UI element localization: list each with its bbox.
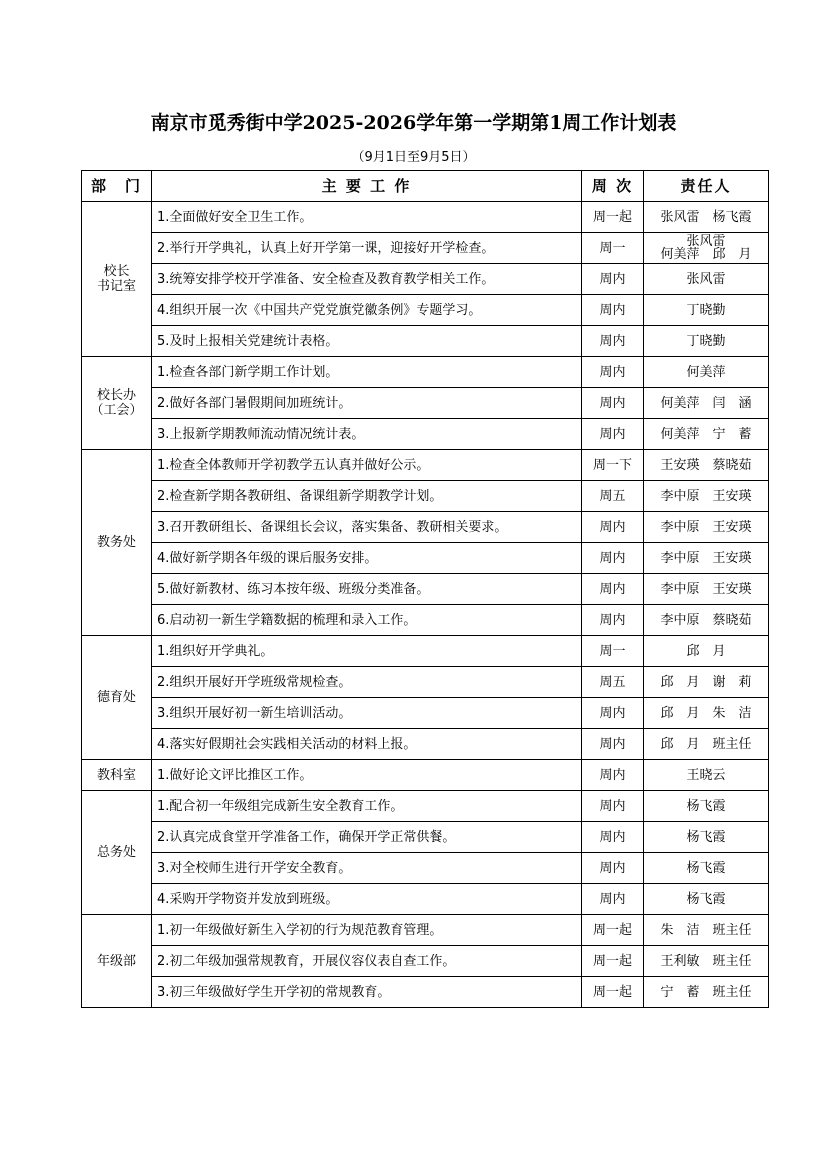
task-cell: 2.认真完成食堂开学准备工作，确保开学正常供餐。	[152, 822, 582, 853]
responsible-person-line: 何美萍	[686, 364, 726, 380]
week-cell: 周内	[582, 853, 644, 884]
table-row	[82, 326, 769, 357]
table-row	[82, 264, 769, 295]
responsible-cell	[644, 977, 769, 1008]
task-cell: 1.配合初一年级组完成新生安全教育工作。	[152, 791, 582, 822]
week-cell: 周一	[582, 233, 644, 264]
task-cell: 3.初三年级做好学生开学初的常规教育。	[152, 977, 582, 1008]
week-cell: 周内	[582, 357, 644, 388]
responsible-cell	[644, 884, 769, 915]
table-header-row	[82, 171, 769, 202]
task-cell: 1.做好论文评比推区工作。	[152, 760, 582, 791]
department-name-line: 总务处	[96, 845, 136, 860]
responsible-person-line: 杨飞霞	[686, 829, 726, 845]
responsible-cell	[644, 667, 769, 698]
responsible-person-line: 丁晓勤	[686, 302, 726, 318]
task-cell: 3.组织开展好初一新生培训活动。	[152, 698, 582, 729]
task-cell: 4.落实好假期社会实践相关活动的材料上报。	[152, 729, 582, 760]
week-cell: 周内	[582, 574, 644, 605]
responsible-cell	[644, 512, 769, 543]
responsible-person-line: 王安瑛 蔡晓茹	[660, 457, 752, 473]
table-row	[82, 419, 769, 450]
header-dept: 部 门	[82, 171, 152, 202]
week-cell: 周一下	[582, 450, 644, 481]
department-name-line: （工会）	[90, 403, 143, 418]
table-row	[82, 667, 769, 698]
task-cell: 2.举行开学典礼，认真上好开学第一课，迎接好开学检查。	[152, 233, 582, 264]
table-row	[82, 791, 769, 822]
department-cell	[82, 450, 152, 636]
department-cell	[82, 357, 152, 450]
week-cell: 周五	[582, 667, 644, 698]
task-cell: 2.做好各部门暑假期间加班统计。	[152, 388, 582, 419]
responsible-person-line: 李中原 王安瑛	[660, 488, 752, 504]
responsible-person-line: 何美萍 宁 蓄	[660, 426, 752, 442]
week-cell: 周一起	[582, 202, 644, 233]
task-cell: 4.做好新学期各年级的课后服务安排。	[152, 543, 582, 574]
responsible-cell	[644, 760, 769, 791]
task-cell: 3.统筹安排学校开学准备、安全检查及教育教学相关工作。	[152, 264, 582, 295]
task-cell: 4.组织开展一次《中国共产党党旗党徽条例》专题学习。	[152, 295, 582, 326]
table-row	[82, 388, 769, 419]
department-cell	[82, 202, 152, 357]
responsible-cell	[644, 574, 769, 605]
table-row	[82, 543, 769, 574]
week-cell: 周内	[582, 822, 644, 853]
responsible-person-line: 邱 月 朱 洁	[660, 705, 752, 721]
responsible-person-line: 王利敏 班主任	[660, 953, 752, 969]
responsible-cell	[644, 295, 769, 326]
task-cell: 4.采购开学物资并发放到班级。	[152, 884, 582, 915]
responsible-cell	[644, 202, 769, 233]
week-cell: 周内	[582, 264, 644, 295]
table-row	[82, 760, 769, 791]
header-task: 主 要 工 作	[152, 171, 582, 202]
responsible-cell	[644, 698, 769, 729]
week-cell: 周内	[582, 543, 644, 574]
responsible-cell	[644, 388, 769, 419]
week-cell: 周内	[582, 791, 644, 822]
responsible-person-line: 何美萍 邱 月	[660, 247, 752, 262]
table-row	[82, 977, 769, 1008]
responsible-cell	[644, 636, 769, 667]
task-cell: 1.全面做好安全卫生工作。	[152, 202, 582, 233]
department-cell	[82, 636, 152, 760]
task-cell: 3.召开教研组长、备课组长会议，落实集备、教研相关要求。	[152, 512, 582, 543]
department-cell	[82, 791, 152, 915]
week-cell: 周内	[582, 512, 644, 543]
week-cell: 周内	[582, 698, 644, 729]
week-cell: 周内	[582, 605, 644, 636]
date-range-subtitle: （9月1日至9月5日）	[351, 150, 476, 165]
responsible-cell	[644, 853, 769, 884]
task-cell: 5.及时上报相关党建统计表格。	[152, 326, 582, 357]
responsible-person-line: 杨飞霞	[686, 891, 726, 907]
page-title: 南京市觅秀街中学2025-2026学年第一学期第1周工作计划表	[150, 112, 677, 134]
responsible-person-line: 丁晓勤	[686, 333, 726, 349]
table-row	[82, 729, 769, 760]
responsible-cell	[644, 791, 769, 822]
responsible-person-line: 何美萍 闫 涵	[660, 395, 752, 411]
task-cell: 3.对全校师生进行开学安全教育。	[152, 853, 582, 884]
table-row	[82, 605, 769, 636]
header-resp: 责任人	[644, 171, 769, 202]
week-cell: 周内	[582, 326, 644, 357]
task-cell: 2.初二年级加强常规教育，开展仪容仪表自查工作。	[152, 946, 582, 977]
responsible-person-line: 邱 月 谢 莉	[660, 674, 752, 690]
table-row	[82, 946, 769, 977]
responsible-person-line: 李中原 王安瑛	[660, 550, 752, 566]
responsible-cell	[644, 264, 769, 295]
responsible-person-line: 王晓云	[686, 767, 726, 783]
department-name-line: 德育处	[96, 690, 136, 705]
week-cell: 周内	[582, 760, 644, 791]
task-cell: 2.检查新学期各教研组、备课组新学期教学计划。	[152, 481, 582, 512]
table-row	[82, 822, 769, 853]
table-row	[82, 450, 769, 481]
task-cell: 5.做好新教材、练习本按年级、班级分类准备。	[152, 574, 582, 605]
responsible-cell	[644, 605, 769, 636]
work-plan-table	[81, 170, 769, 1008]
responsible-cell	[644, 822, 769, 853]
responsible-cell	[644, 946, 769, 977]
table-row	[82, 233, 769, 264]
task-cell: 2.组织开展好开学班级常规检查。	[152, 667, 582, 698]
department-name-line: 校长	[103, 264, 130, 279]
task-cell: 1.初一年级做好新生入学初的行为规范教育管理。	[152, 915, 582, 946]
table-row	[82, 636, 769, 667]
responsible-person-line: 朱 洁 班主任	[660, 922, 752, 938]
table-row	[82, 512, 769, 543]
department-name-line: 教科室	[96, 767, 136, 783]
responsible-person-line: 杨飞霞	[686, 798, 726, 814]
task-cell: 3.上报新学期教师流动情况统计表。	[152, 419, 582, 450]
task-cell: 1.检查全体教师开学初教学五认真并做好公示。	[152, 450, 582, 481]
week-cell: 周内	[582, 729, 644, 760]
department-cell	[82, 760, 152, 791]
responsible-person-line: 张风雷	[686, 271, 726, 287]
table-row	[82, 295, 769, 326]
week-cell: 周一	[582, 636, 644, 667]
responsible-person-line: 李中原 蔡晓茹	[660, 612, 752, 628]
table-row	[82, 574, 769, 605]
department-name-line: 年级部	[96, 953, 136, 969]
responsible-person-line: 李中原 王安瑛	[660, 581, 752, 597]
responsible-person-line: 邱 月	[686, 643, 726, 659]
responsible-cell	[644, 419, 769, 450]
table-body	[82, 202, 769, 1008]
week-cell: 周一起	[582, 915, 644, 946]
task-cell: 1.组织好开学典礼。	[152, 636, 582, 667]
table-row	[82, 481, 769, 512]
responsible-person-line: 邱 月 班主任	[660, 736, 752, 752]
table-row	[82, 853, 769, 884]
week-cell: 周五	[582, 481, 644, 512]
responsible-cell	[644, 233, 769, 264]
task-cell: 6.启动初一新生学籍数据的梳理和录入工作。	[152, 605, 582, 636]
responsible-cell	[644, 729, 769, 760]
week-cell: 周一起	[582, 977, 644, 1008]
table-row	[82, 357, 769, 388]
table-row	[82, 202, 769, 233]
week-cell: 周一起	[582, 946, 644, 977]
week-cell: 周内	[582, 419, 644, 450]
responsible-cell	[644, 543, 769, 574]
responsible-person-line: 杨飞霞	[686, 860, 726, 876]
responsible-cell	[644, 326, 769, 357]
department-cell	[82, 915, 152, 1008]
responsible-person-line: 张风雷 杨飞霞	[660, 209, 752, 225]
week-cell: 周内	[582, 295, 644, 326]
responsible-person-line: 宁 蓄 班主任	[660, 984, 752, 1000]
task-cell: 1.检查各部门新学期工作计划。	[152, 357, 582, 388]
table-row	[82, 915, 769, 946]
responsible-cell	[644, 915, 769, 946]
department-name-line: 书记室	[96, 279, 136, 294]
header-week: 周 次	[582, 171, 644, 202]
week-cell: 周内	[582, 884, 644, 915]
responsible-person-line: 李中原 王安瑛	[660, 519, 752, 535]
department-name-line: 校长办	[96, 388, 136, 403]
table-row	[82, 884, 769, 915]
responsible-cell	[644, 481, 769, 512]
week-cell: 周内	[582, 388, 644, 419]
responsible-cell	[644, 357, 769, 388]
responsible-cell	[644, 450, 769, 481]
table-row	[82, 698, 769, 729]
responsible-person-line: 张风雷	[686, 234, 726, 249]
department-name-line: 教务处	[96, 535, 136, 550]
